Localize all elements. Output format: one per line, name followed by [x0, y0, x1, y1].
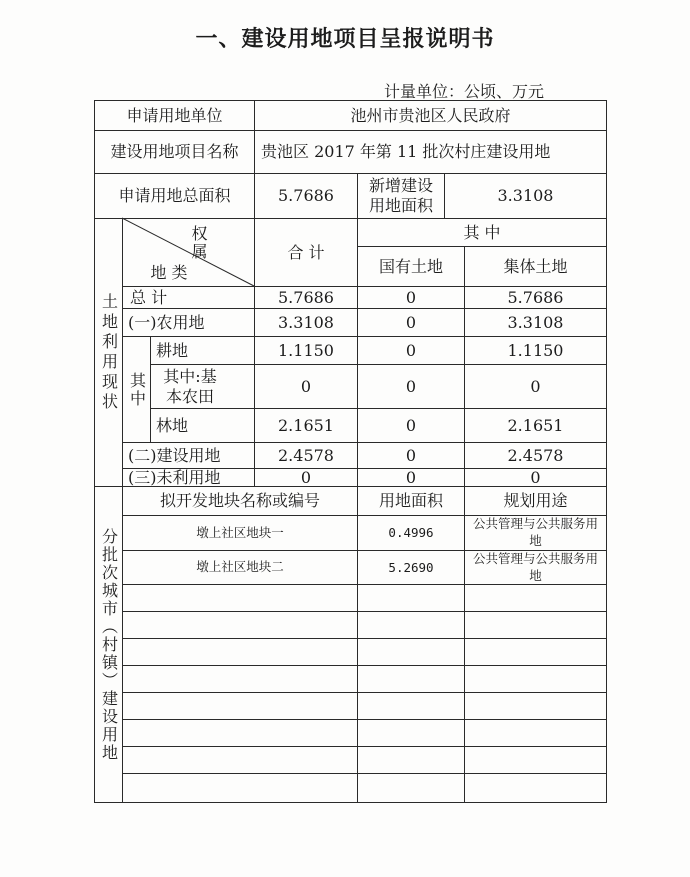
- row-unused-state: 0: [405, 467, 417, 487]
- row-label-construction: (二)建设用地: [128, 445, 221, 465]
- row-label-unused: (三)未利用地: [128, 467, 221, 487]
- total-column-header: 合 计: [287, 242, 325, 262]
- applicant-value: 池州市贵池区人民政府: [350, 105, 511, 125]
- parcel-use-header: 规划用途: [503, 491, 568, 510]
- parcel-area-header: 用地面积: [378, 491, 443, 510]
- diag-ownership-label: 权属: [189, 225, 208, 261]
- row-label-cultivated: 耕地: [156, 340, 189, 360]
- row-cultivated-total: 1.1150: [278, 340, 334, 360]
- parcel-1-area: 0.4996: [388, 525, 434, 541]
- land-status-section-label: 土地利用现状: [99, 292, 119, 413]
- unit-label: 计量单位：公顷、万元: [384, 82, 545, 101]
- row-forest-state: 0: [405, 415, 417, 435]
- row-construction-total: 2.4578: [278, 445, 334, 465]
- row-agricultural-collective: 3.3108: [507, 312, 564, 332]
- applicant-label: 申请用地单位: [126, 105, 223, 125]
- parcel-2-name: 墩上社区地块二: [196, 559, 284, 575]
- row-unused-collective: 0: [530, 467, 541, 487]
- state-land-header: 国有土地: [378, 256, 443, 276]
- of-which-header: 其 中: [463, 222, 501, 242]
- total-area-value: 5.7686: [278, 186, 334, 205]
- row-total-total: 5.7686: [278, 287, 334, 307]
- project-value: 贵池区 2017 年第 11 批次村庄建设用地: [261, 142, 551, 161]
- batch-section-label: 分批次城市（村镇）建设用地: [99, 527, 119, 762]
- parcel-2-area: 5.2690: [388, 559, 434, 575]
- row-label-forest: 林地: [156, 415, 189, 435]
- row-cultivated-collective: 1.1150: [507, 340, 564, 360]
- row-label-total: 总 计: [130, 287, 168, 307]
- row-forest-total: 2.1651: [278, 415, 334, 435]
- new-area-label: 新增建设用地面积: [368, 176, 433, 215]
- sub-group-label: 其中: [127, 371, 147, 408]
- page-title: 一、建设用地项目呈报说明书: [195, 27, 495, 52]
- collective-land-header: 集体土地: [503, 256, 568, 276]
- row-cultivated-state: 0: [405, 340, 417, 360]
- row-label-basic-farmland: 其中:基本农田: [163, 366, 217, 406]
- parcel-2-use: 公共管理与公共服务用地: [472, 550, 598, 583]
- row-agricultural-total: 3.3108: [278, 312, 334, 332]
- row-basic-farmland-collective: 0: [530, 376, 541, 396]
- total-area-label: 申请用地总面积: [118, 186, 231, 205]
- row-total-collective: 5.7686: [507, 287, 564, 307]
- row-construction-state: 0: [405, 445, 417, 465]
- parcel-1-use: 公共管理与公共服务用地: [472, 516, 598, 548]
- row-basic-farmland-total: 0: [300, 376, 312, 396]
- new-area-value: 3.3108: [497, 186, 554, 205]
- diag-landtype-label: 地 类: [150, 263, 188, 282]
- project-label: 建设用地项目名称: [110, 142, 239, 161]
- parcel-1-name: 墩上社区地块一: [196, 524, 284, 540]
- parcel-name-header: 拟开发地块名称或编号: [159, 491, 320, 510]
- row-total-state: 0: [405, 287, 417, 307]
- row-unused-total: 0: [300, 467, 312, 487]
- row-label-agricultural: (一)农用地: [128, 312, 205, 332]
- row-agricultural-state: 0: [405, 312, 417, 332]
- row-forest-collective: 2.1651: [507, 415, 564, 435]
- row-basic-farmland-state: 0: [405, 376, 417, 396]
- row-construction-collective: 2.4578: [507, 445, 564, 465]
